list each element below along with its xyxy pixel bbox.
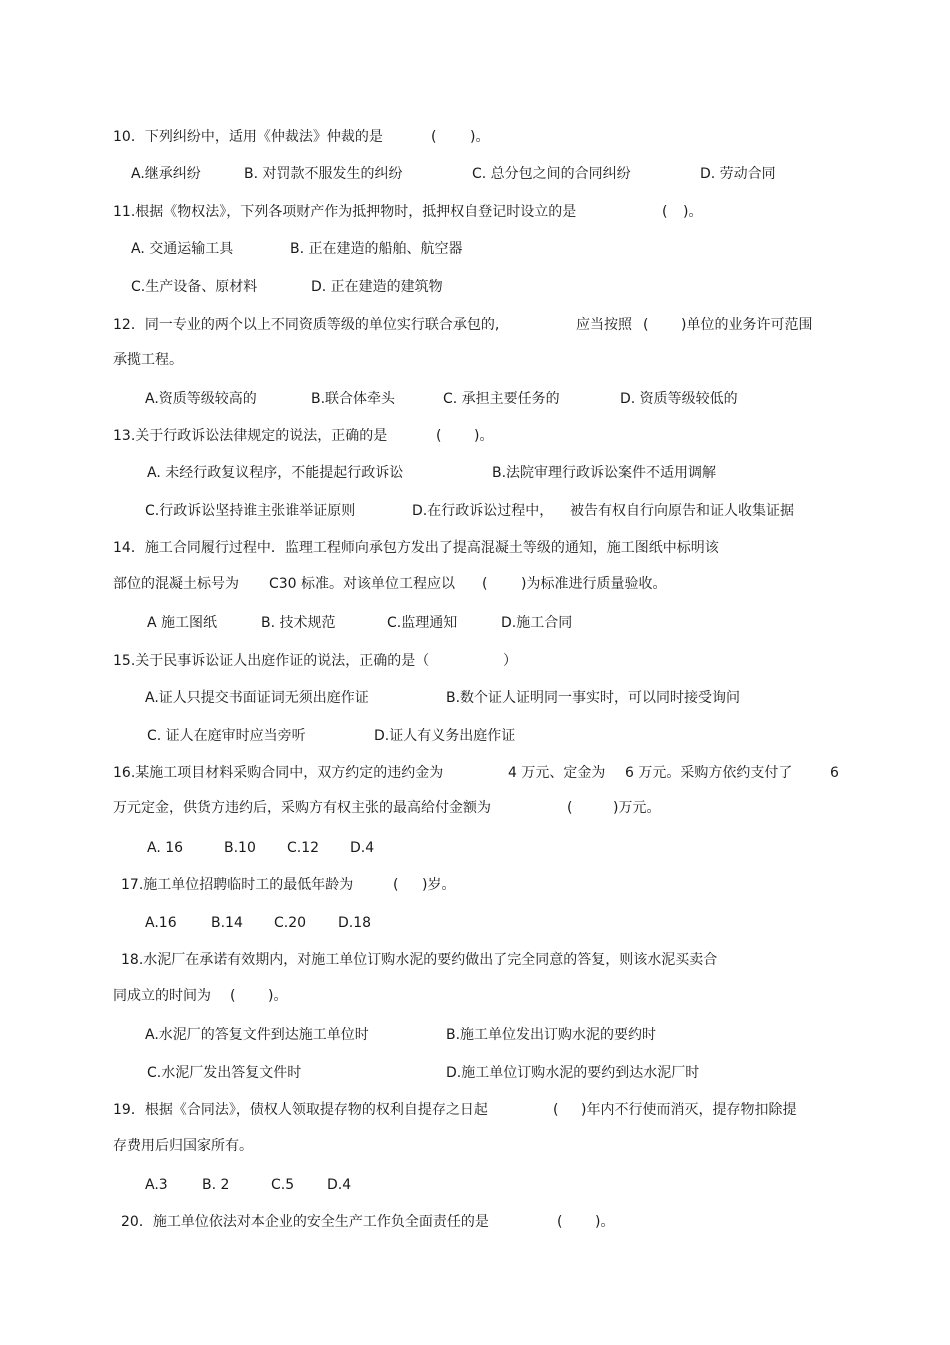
question-11-option-a: A. 交通运输工具 xyxy=(131,241,234,257)
question-12-option-b: B.联合体牵头 xyxy=(311,391,396,407)
question-11-option-d: D. 正在建造的建筑物 xyxy=(311,279,443,295)
question-14-stem-line2-cont: C30 标准。对该单位工程应以 xyxy=(269,576,456,592)
question-13-option-d-cont: 被告有权自行向原告和证人收集证据 xyxy=(570,503,794,519)
question-15-blank-close: ） xyxy=(503,653,517,669)
question-12-stem: 12．同一专业的两个以上不同资质等级的单位实行联合承包的, xyxy=(113,317,500,333)
question-16-stem-cont-2: 6 万元。采购方依约支付了 xyxy=(625,765,793,781)
question-16-option-d: D.4 xyxy=(350,840,375,856)
question-15-option-b: B.数个证人证明同一事实时，可以同时接受询问 xyxy=(446,690,741,706)
question-13-option-c: C.行政诉讼坚持谁主张谁举证原则 xyxy=(145,503,356,519)
question-10-blank-close: )。 xyxy=(470,129,490,145)
question-19-option-b: B. 2 xyxy=(202,1177,230,1193)
question-16-option-a: A. 16 xyxy=(147,840,184,856)
question-13-blank-close: )。 xyxy=(474,428,494,444)
question-10-option-c: C. 总分包之间的合同纠纷 xyxy=(472,166,631,182)
question-12-option-a: A.资质等级较高的 xyxy=(145,391,257,407)
question-20-blank-close: )。 xyxy=(595,1214,615,1230)
question-14-blank-close: )为标准进行质量验收。 xyxy=(521,576,667,592)
question-18-blank-close: )。 xyxy=(268,988,288,1004)
question-11-option-b: B. 正在建造的船舶、航空器 xyxy=(290,241,463,257)
question-10-blank-open: ( xyxy=(431,129,437,145)
question-12-option-c: C. 承担主要任务的 xyxy=(443,391,560,407)
question-19-stem-line2: 存费用后归国家所有。 xyxy=(113,1138,253,1154)
question-15-option-d: D.证人有义务出庭作证 xyxy=(374,728,516,744)
question-11-blank-close: )。 xyxy=(683,204,703,220)
question-19-option-d: D.4 xyxy=(327,1177,352,1193)
question-10-stem: 10．下列纠纷中，适用《仲裁法》仲裁的是 xyxy=(113,129,383,145)
question-10-option-b: B. 对罚款不服发生的纠纷 xyxy=(244,166,403,182)
question-18-option-d: D.施工单位订购水泥的要约到达水泥厂时 xyxy=(446,1065,700,1081)
question-14-blank-open: ( xyxy=(482,576,488,592)
question-19-stem: 19．根据《合同法》，债权人领取提存物的权利自提存之日起 xyxy=(113,1102,488,1118)
question-13-option-a: A. 未经行政复议程序，不能提起行政诉讼 xyxy=(147,465,404,481)
question-16-stem-line2: 万元定金，供货方违约后，采购方有权主张的最高给付金额为 xyxy=(113,800,491,816)
question-12-option-d: D. 资质等级较低的 xyxy=(620,391,738,407)
question-15-stem: 15.关于民事诉讼证人出庭作证的说法，正确的是（ xyxy=(113,653,430,669)
question-17-option-d: D.18 xyxy=(338,915,372,931)
question-12-blank-close: )单位的业务许可范围 xyxy=(681,317,813,333)
question-16-blank-close: )万元。 xyxy=(613,800,661,816)
question-16-blank-open: ( xyxy=(567,800,573,816)
question-16-option-b: B.10 xyxy=(224,840,256,856)
question-12-blank-open: ( xyxy=(643,317,649,333)
question-17-option-b: B.14 xyxy=(211,915,243,931)
question-19-option-c: C.5 xyxy=(271,1177,295,1193)
question-13-option-d: D.在行政诉讼过程中， xyxy=(412,503,554,519)
question-16-option-c: C.12 xyxy=(287,840,320,856)
question-14-stem-line2: 部位的混凝土标号为 xyxy=(113,576,239,592)
question-19-blank-open: ( xyxy=(553,1102,559,1118)
question-16-stem: 16.某施工项目材料采购合同中，双方约定的违约金为 xyxy=(113,765,444,781)
question-12-stem-line2: 承揽工程。 xyxy=(113,352,183,368)
question-14-option-c: C.监理通知 xyxy=(387,615,458,631)
question-16-stem-cont-1: 4 万元、定金为 xyxy=(508,765,606,781)
question-10-option-a: A.继承纠纷 xyxy=(131,166,201,182)
question-20-stem: 20．施工单位依法对本企业的安全生产工作负全面责任的是 xyxy=(121,1214,489,1230)
question-18-stem-line2: 同成立的时间为 xyxy=(113,988,211,1004)
question-11-option-c: C.生产设备、原材料 xyxy=(131,279,258,295)
question-18-option-a: A.水泥厂的答复文件到达施工单位时 xyxy=(145,1027,369,1043)
question-13-stem: 13.关于行政诉讼法律规定的说法，正确的是 xyxy=(113,428,388,444)
question-15-option-a: A.证人只提交书面证词无须出庭作证 xyxy=(145,690,369,706)
question-12-stem-cont: 应当按照 xyxy=(576,317,632,333)
question-19-option-a: A.3 xyxy=(145,1177,168,1193)
question-13-option-b: B.法院审理行政诉讼案件不适用调解 xyxy=(492,465,717,481)
question-17-stem: 17.施工单位招聘临时工的最低年龄为 xyxy=(121,877,354,893)
question-10-option-d: D. 劳动合同 xyxy=(700,166,776,182)
question-11-blank-open: ( xyxy=(662,204,668,220)
question-20-blank-open: ( xyxy=(557,1214,563,1230)
question-14-option-b: B. 技术规范 xyxy=(261,615,336,631)
question-13-blank-open: ( xyxy=(436,428,442,444)
question-18-option-b: B.施工单位发出订购水泥的要约时 xyxy=(446,1027,657,1043)
question-15-option-c: C. 证人在庭审时应当旁听 xyxy=(147,728,306,744)
question-18-option-c: C.水泥厂发出答复文件时 xyxy=(147,1065,302,1081)
question-18-stem: 18.水泥厂在承诺有效期内，对施工单位订购水泥的要约做出了完全同意的答复，则该水泥买卖合 xyxy=(121,952,718,968)
question-14-option-d: D.施工合同 xyxy=(501,615,573,631)
question-17-blank-close: )岁。 xyxy=(422,877,456,893)
question-16-stem-cont-3: 6 xyxy=(830,765,839,781)
question-18-blank-open: ( xyxy=(230,988,236,1004)
question-14-stem: 14．施工合同履行过程中．监理工程师向承包方发出了提高混凝土等级的通知，施工图纸中标明该 xyxy=(113,540,719,556)
question-14-option-a: A 施工图纸 xyxy=(147,615,218,631)
question-19-blank-close: )年内不行使而消灭，提存物扣除提 xyxy=(581,1102,797,1118)
question-17-option-c: C.20 xyxy=(274,915,307,931)
question-17-blank-open: ( xyxy=(393,877,399,893)
question-11-stem: 11.根据《物权法》，下列各项财产作为抵押物时，抵押权自登记时设立的是 xyxy=(113,204,577,220)
question-17-option-a: A.16 xyxy=(145,915,177,931)
